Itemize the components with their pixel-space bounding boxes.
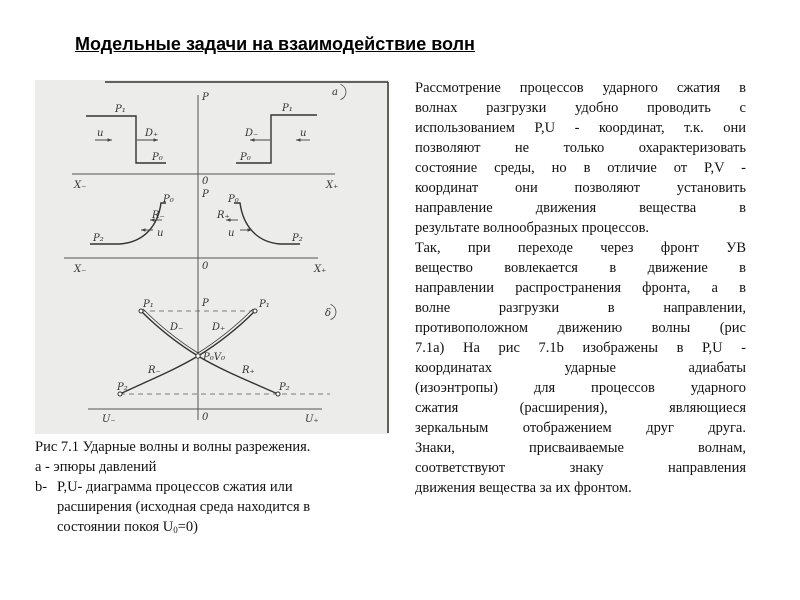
paragraph-line: Рассмотрение процессов ударного сжатия в	[415, 80, 746, 96]
p2-label: P₂	[117, 382, 128, 393]
p-axis-label: P	[202, 298, 209, 309]
paragraph-line: позволяют не только охарактеризовать	[415, 140, 746, 156]
paragraph-line: координатах ударные адиабаты	[415, 360, 746, 376]
u-label: u	[228, 228, 235, 239]
paragraph	[415, 238, 746, 498]
body-text	[415, 78, 746, 498]
figure-caption	[35, 437, 395, 540]
x-plus-label: X₊	[326, 180, 339, 191]
slide-title: Модельные задачи на взаимодействие волн	[75, 34, 475, 54]
r-minus-label: R₋	[148, 365, 161, 376]
paragraph-line: 7.1а) На рис 7.1b изображены в P,U -	[415, 340, 746, 356]
d-minus-label: D₋	[245, 128, 259, 139]
p1-label: P₁	[143, 299, 154, 310]
caption-b-line	[57, 517, 310, 540]
u-label: u	[300, 128, 307, 139]
p2-label: P₂	[93, 233, 104, 244]
subscript: 0	[173, 525, 178, 535]
caption-title: Рис 7.1 Ударные волны и волны разрежения.	[35, 439, 311, 455]
paragraph-line: использованием P,U - координат, т.к. они	[415, 120, 746, 136]
paragraph-line: противоположном движению волны (рис	[415, 320, 746, 336]
wave-diagram-figure	[35, 80, 389, 434]
hugoniot-d-minus	[141, 311, 198, 356]
x-minus-label: X₋	[74, 264, 87, 275]
caption-item-b	[35, 477, 395, 540]
p2-label: P₂	[279, 382, 290, 393]
caption-b-prefix: b-	[35, 479, 48, 495]
p0-label: P₀	[163, 194, 174, 205]
panel-label-b: δ	[325, 308, 332, 319]
u-plus-label: U₊	[305, 414, 319, 425]
hugoniot-d-plus	[198, 311, 255, 356]
wave-diagram	[35, 80, 389, 434]
p2-label: P₂	[292, 233, 303, 244]
u-minus-label: U₋	[102, 414, 116, 425]
origin-label: 0	[202, 412, 209, 423]
x-minus-label: X₋	[74, 180, 87, 191]
caption-b-text: =0)	[177, 519, 198, 535]
origin-label: 0	[202, 261, 209, 272]
p-axis-label: P	[202, 92, 209, 103]
p1-label: P₁	[259, 299, 270, 310]
rarefaction-profile-right	[234, 203, 300, 244]
paragraph-line: волне разгрузки в направлении,	[415, 300, 746, 316]
caption-b-text: состоянии покоя U	[57, 519, 174, 535]
p0-label: P₀	[228, 194, 239, 205]
p-axis-label: P	[202, 189, 209, 200]
paragraph	[415, 78, 746, 238]
paragraph-line: зеркальным отображением друг друга.	[415, 420, 746, 436]
paragraph-line: координат они позволяют установить	[415, 180, 746, 196]
u-label: u	[97, 128, 104, 139]
caption-item-a: а - эпюры давлений	[35, 459, 157, 475]
r-minus-label: R₋	[152, 210, 165, 221]
paragraph-line: соответствуют знаку направления	[415, 460, 746, 476]
u-label: u	[157, 228, 164, 239]
paragraph-line: состояние среды, но в отличие от P,V -	[415, 160, 746, 176]
paragraph-line: волнах разгрузки удобно проводить с	[415, 100, 746, 116]
p0-label: P₀	[152, 152, 163, 163]
p0v0-label: P₀V₀	[203, 352, 225, 363]
paragraph-line: Знаки, присваиваемые волнам,	[415, 440, 746, 456]
paragraph-line: (изоэнтропы) для процессов ударного	[415, 380, 746, 396]
paragraph-line: движения вещества за их фронтом.	[415, 480, 632, 496]
d-minus-label: D₋	[170, 322, 184, 333]
paragraph-line: сжатия (расширения), являющиеся	[415, 400, 746, 416]
x-plus-label: X₊	[314, 264, 327, 275]
paragraph-line: направлении распространения фронта, а в	[415, 280, 746, 296]
r-plus-label: R₊	[217, 210, 230, 221]
d-plus-label: D₊	[212, 322, 226, 333]
panel-label-a: a	[332, 87, 338, 98]
r-plus-label: R₊	[242, 365, 255, 376]
origin-label: 0	[202, 176, 209, 187]
paragraph-line: вещество вовлекается в движение в	[415, 260, 746, 276]
d-plus-label: D₊	[145, 128, 159, 139]
paragraph-line: Так, при переходе через фронт УВ	[415, 240, 746, 256]
p1-label: P₁	[282, 103, 293, 114]
paragraph-line: направление движения вещества в	[415, 200, 746, 216]
p1-label: P₁	[115, 104, 126, 115]
paragraph-line: результате волнообразных процессов.	[415, 220, 650, 236]
caption-b-line: P,U- диаграмма процессов сжатия или	[57, 479, 293, 495]
caption-b-line: расширения (исходная среда находится в	[57, 499, 311, 515]
p0-label: P₀	[240, 152, 251, 163]
